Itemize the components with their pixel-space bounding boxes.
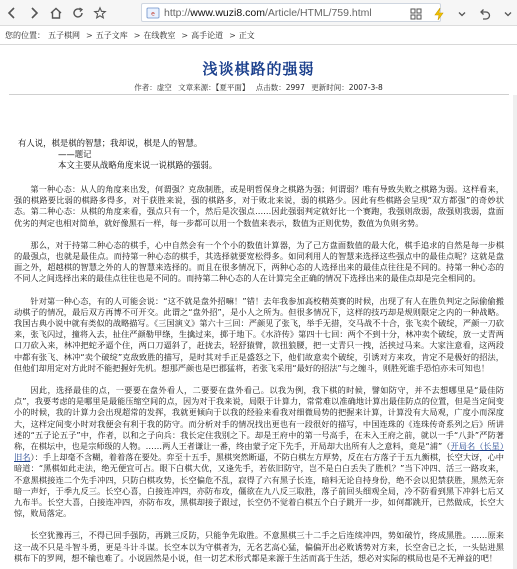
breadcrumb-item-masters[interactable]: 高手论道: [191, 30, 224, 40]
article-hits: 点击数：2997: [255, 83, 305, 92]
article-body: [14, 184, 504, 569]
lightning-icon[interactable]: [430, 3, 448, 25]
breadcrumb-separator: >: [181, 30, 189, 40]
svg-text:e: e: [151, 10, 155, 17]
reload-icon[interactable]: [68, 2, 88, 24]
paragraph-4-part-a: 因此，选择最佳的点，一要要在盘外看人，二要要在盘外看己。以我为例，我下棋的时候，譬如防守，并不去想哪里是“最佳防点”，我要考虑的是哪里是最能压缩空间的点，因为对于我来说，局限于计算力，常常难以准确地计算出最佳防点的位置，但是当定间变小的时候，我的计算力会出现超常的发挥，我就更倾向于以我的经验来看我对细微局势的把握来计算，计算没有大局观，广度小而深度大，这样定间变小时对我便会有利于我的防守。而分析对手的情况找出更也有一段很好的描写，中国连珠的《连珠传奇系列之后》所讲述的“五子论五子”中，作者，以和之子向兵：我长定住我别之下。却是王府中的第一号高手，在未入王府之前，就以一手“八卦”严防著称，在棋坛中，也是宗师级的人物。……两人王者谦让一番，终由蒙子定下先手，开局却大出所有人之意料，竟是“浦”（: [14, 385, 504, 452]
forward-icon[interactable]: [24, 2, 44, 24]
article-author: 作者：虚空: [134, 83, 172, 92]
home-icon[interactable]: [46, 2, 66, 24]
breadcrumb: [5, 27, 258, 43]
breadcrumb-item-home[interactable]: 五子棋网: [48, 30, 80, 40]
browser-toolbar: [0, 0, 517, 26]
article-title: 浅谈棋路的强弱: [202, 60, 315, 78]
intro-line-1: 有人说，棋是棋的智慧；我却说，棋是人的智慧。: [18, 138, 203, 148]
back-icon[interactable]: [2, 2, 22, 24]
intro-line-2: ——题记: [58, 149, 92, 159]
address-bar[interactable]: [141, 3, 441, 22]
chevron-down-icon[interactable]: [453, 3, 471, 25]
paragraph-5: 长空犹豫再三，不得已回手强防，再跳三反防，只能争先取胜。不意黑棋三十二手之后连续冲四，势如破竹，终成黑胜。……原来这一战不只是斗智斗勇，更是斗计斗谋。长空本以为守棋者为，无名艺高心猛，偏偏开出必败诱势对方来，长空舍已之长，一头钻进黑棋布下的罗网，想不输也难了。小说固然是小说，但一切艺术形式都是来源于生活而高于生活，想必对实际的棋局也是不无禅益的吧！: [14, 530, 504, 563]
grid-icon[interactable]: [407, 3, 425, 25]
paragraph-1: 第一种心态：从人的角度来出发，何谓强？克敌制胜，或是明哲保身之棋路为强；何谓弱？唯有导致失败之棋路为弱。这样看来，强的棋路要比弱的棋路多得多，对于获胜来说，强的棋路多，对于败北来说，弱的棋路少。因此有些棋路会呈现“双方都强”的奇妙状态。第二种心态：从棋的角度来看，强点只有一个，然后是次强点……因此强弱判定就好比一个赛跑，我强则敌弱，敌强则我弱，盘面优劣的判定也相对简单，就好像黑石一样，每一步都可以用一个数值来表示，数值为正则优势，数值为负则劣势。: [14, 184, 504, 228]
breadcrumb-separator: >: [86, 30, 93, 40]
breadcrumb-item-library[interactable]: 五子文库: [95, 30, 128, 40]
article-source: 文章来源：【夏平面】: [178, 83, 250, 92]
paragraph-2: 那么，对于持第二种心态的棋手，心中自然会有一个个小的数值计算器，为了己方盘面数值的最大化，棋手追求的自然是每一步棋的最强点，也就是最佳点。而持第一种心态的棋手，其选择就要宽松得多。如同利用人的智慧来选择这些强点中的最佳点呢？这就是盘面之外，超越棋的智慧之外的人的智慧来选择的。而且在很多情况下，两种心态的人选择出来的最佳点往往是不同的。持第一种心态的不同人之间选择出来的最佳点往往也是不同的。而持第二种心态的人在计算完全正确的情况下选择出来的最佳点却是完全相同的。: [14, 239, 504, 284]
breadcrumb-divider: [0, 44, 517, 45]
undo-icon[interactable]: [476, 3, 494, 25]
page-icon: [146, 7, 160, 19]
article-meta: [0, 82, 517, 93]
breadcrumb-item-classroom[interactable]: 在线教室: [143, 30, 176, 40]
article-updated: 更新时间：2007-3-8: [311, 83, 383, 92]
paragraph-4: [14, 385, 504, 519]
intro-line-3: 本文主要从战略角度来说一说棋路的强弱。: [58, 160, 218, 170]
paragraph-4-part-b: ）：手上却毫不含糊，着着落在要处。弈至十五手，黑棋突然断逼，不防白棋左方厚势，反在右方落子于五九衡棋，长空大讶，心中暗道：“黑棋如此走法，绝无便宜可占。眼下白棋大优，又逢先手，若依旧防守，岂不是白白丢失了胜机？”当下冲四、活三一路攻来，不意黑棋接连二个先手冲四，只防白棋攻势，长空偏危不乱，寂得了六有黑子长连，暗料无论自持身份，绝不会以犯禁获胜，黑然无奈暗一声好，于季九反三。长空心喜，白接连冲四，亦防布攻，僵欲在九八反三取胜，落子前回头细观全局，冷不防看到黑下冲斜七后又九布半。长空大喜，白接连冲四，亦防布攻，黑棋却接子跟过，长空仍不觉着白棋五个白子跳开一步，如何都跳开，已然做成，长空大惊，败局落定。: [14, 452, 504, 519]
paragraph-3: 针对第一种心态，有的人可能会说：“这不就是盘外招嘛！”错！去年我参加高校精英赛的时候，出现了有人在胜负判定之际偷偷搬动棋子的情况，最后双方再博不可开交。此谓之“盘外招”，是小人之所为。但很多情况下，这样的技巧却是规则限定之内的一种战略。我国古典小说中就有类似的战略描写。《三国演义》第六十三回：严颜见了张飞，举手无措，交马战不十合，张飞卖个破绽，严颜一刀砍来，张飞闪过，撞将入去，扯住严颜勒甲绦，生擒过来，掷于地下。《水浒传》第四十七回：两个不到十分，林冲卖个破绽，放一丈青两口刀砍入来，林冲把蛇矛逼个住，两口刀逼斜了，赶拢去，轻舒猿臂，款扭狼腰，把一丈青只一拽，活挟过马来。大家注意看，这两段中都有张飞、林冲“卖个破绽”克敌致胜的描写，是时其对手正是盛怒之下，他们故意卖个破绽，引诱对方来攻，肯定不是极好的招法，但他们却用定对方此时不能把握好先机。想那严颜也是巴郡猛将，若张飞采用“最好的招法”与之缠斗，则胜死谁手恐怕亦未可知也！: [14, 295, 504, 373]
breadcrumb-separator: >: [229, 30, 236, 40]
url-text: http://www.wuzi8.com/Article/HTML/759.html: [164, 6, 372, 19]
meta-divider: [9, 94, 509, 95]
breadcrumb-item-current: 正文: [238, 30, 255, 40]
article-intro: [18, 138, 217, 171]
star-icon[interactable]: [90, 2, 110, 24]
opening-name-link[interactable]: 开局名（长星）旧名: [14, 441, 504, 463]
breadcrumb-label: 您的位置：: [5, 30, 45, 40]
breadcrumb-separator: >: [133, 30, 141, 40]
scrollbar[interactable]: [513, 95, 517, 569]
menu-chevron-icon[interactable]: [499, 3, 517, 25]
